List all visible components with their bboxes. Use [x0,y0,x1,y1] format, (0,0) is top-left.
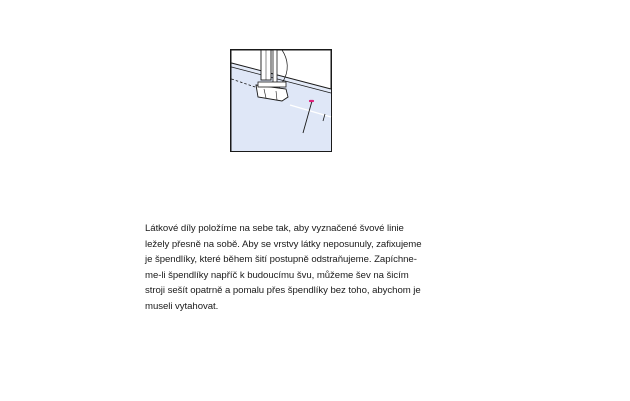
paragraph-line: stroji sešít opatrně a pomalu přes špendlíky bez toho, abychom je [145,285,421,296]
paragraph-line: Látkové díly položíme na sebe tak, aby vyznačené švové linie [145,223,404,234]
paragraph-line: me-li špendlíky napříč k budoucímu švu, můžeme šev na šicím [145,269,409,281]
paragraph-line: je špendlíky, které během šití postupně odstraňujeme. Zapíchne- [145,254,417,265]
sewing-illustration [230,49,332,152]
paragraph-line: museli vytahovat. [145,300,219,312]
paragraph-line: ležely přesně na sobě. Aby se vrstvy látky neposunuly, zafixujeme [145,238,422,250]
instruction-paragraph [145,221,475,314]
presser-foot-pins-icon [230,49,332,152]
presser-foot-clamp [258,82,286,87]
